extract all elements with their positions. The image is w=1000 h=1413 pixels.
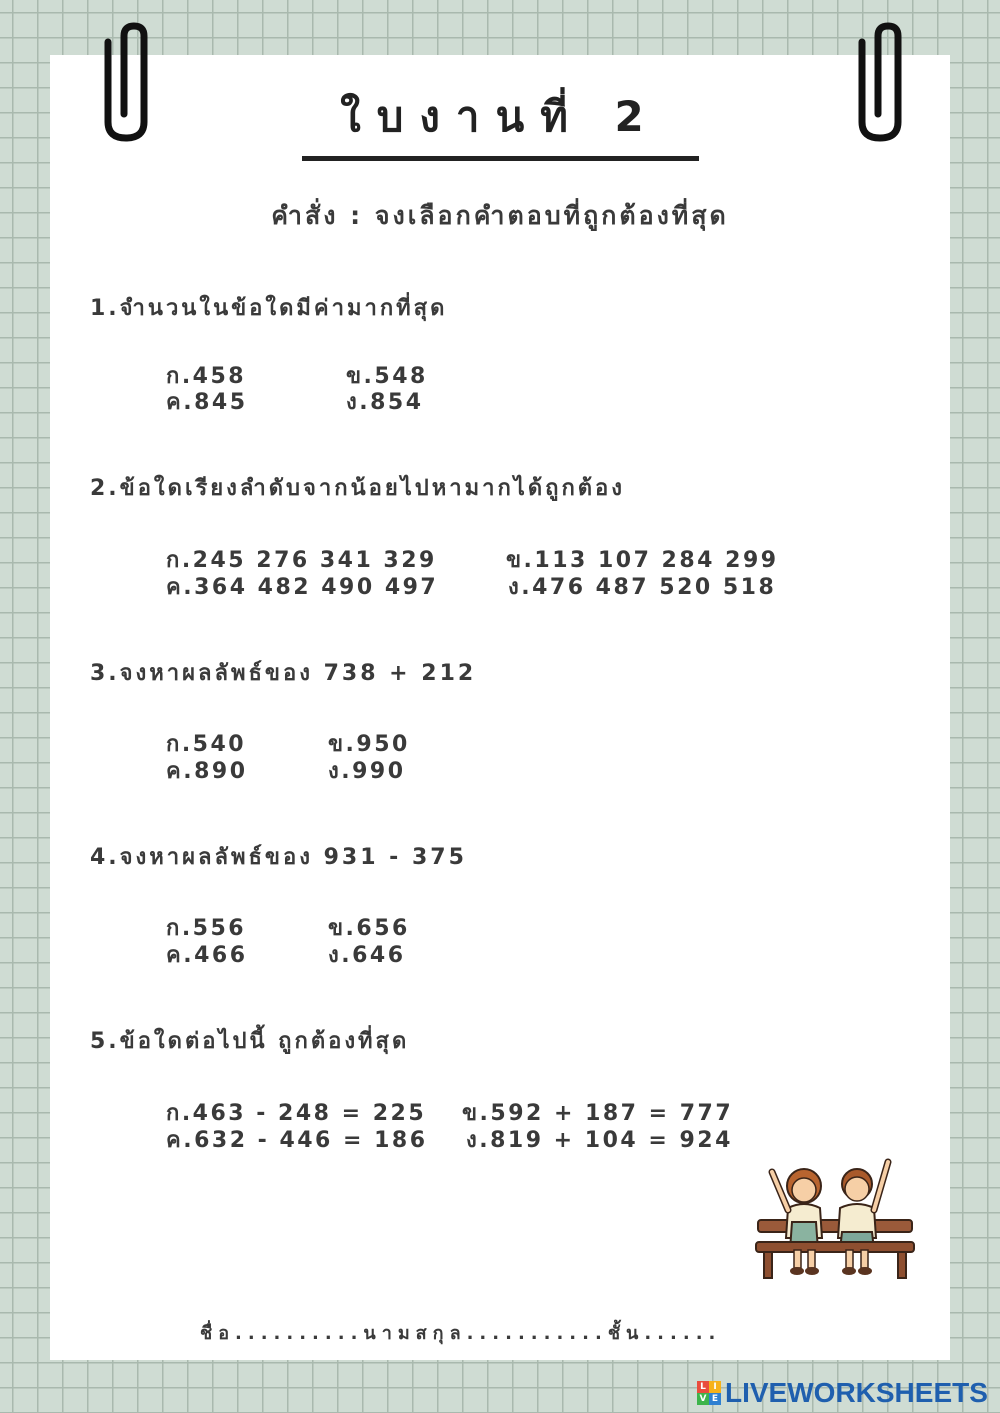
option-1c[interactable]: ค.845 [166, 390, 248, 415]
kids-on-bench-illustration [752, 1150, 917, 1280]
option-4a[interactable]: ก.556 [166, 916, 247, 941]
option-3c[interactable]: ค.890 [166, 759, 248, 784]
option-5b[interactable]: ข.592 + 187 = 777 [462, 1101, 734, 1126]
option-1b[interactable]: ข.548 [346, 364, 428, 389]
question-5: 5.ข้อใดต่อไปนี้ ถูกต้องที่สุด [90, 1029, 410, 1054]
liveworksheets-logo[interactable] [697, 1376, 988, 1410]
logo-text: LIVEWORKSHEETS [725, 1377, 988, 1408]
option-3a[interactable]: ก.540 [166, 732, 247, 757]
option-2c[interactable]: ค.364 482 490 497 [166, 575, 439, 600]
option-5a[interactable]: ก.463 - 248 = 225 [166, 1101, 427, 1126]
option-5d[interactable]: ง.819 + 104 = 924 [466, 1128, 733, 1153]
question-3: 3.จงหาผลลัพธ์ของ 738 + 212 [90, 661, 477, 686]
page-title: ใบงานที่ 2 [340, 92, 660, 141]
option-1d[interactable]: ง.854 [346, 390, 424, 415]
instruction-text: คำสั่ง : จงเลือกคำตอบที่ถูกต้องที่สุด [271, 201, 729, 230]
title-underline [302, 156, 699, 161]
logo-badge-letter: V [697, 1393, 709, 1405]
option-5c[interactable]: ค.632 - 446 = 186 [166, 1128, 428, 1153]
option-1a[interactable]: ก.458 [166, 364, 247, 389]
question-1: 1.จำนวนในข้อใดมีค่ามากที่สุด [90, 296, 448, 321]
option-3d[interactable]: ง.990 [328, 759, 406, 784]
option-2a[interactable]: ก.245 276 341 329 [166, 548, 437, 573]
name-line: ชื่อ..........นามสกุล...........ชั้น...... [200, 1323, 722, 1344]
option-4c[interactable]: ค.466 [166, 943, 248, 968]
option-2b[interactable]: ข.113 107 284 299 [506, 548, 779, 573]
option-4d[interactable]: ง.646 [328, 943, 406, 968]
option-4b[interactable]: ข.656 [328, 916, 410, 941]
option-3b[interactable]: ข.950 [328, 732, 410, 757]
logo-badge-letter: L [697, 1381, 709, 1393]
logo-badge-letter: I [709, 1381, 721, 1393]
logo-badge-letter: E [709, 1393, 721, 1405]
logo-badge-icon [697, 1381, 721, 1405]
question-2: 2.ข้อใดเรียงลำดับจากน้อยไปหามากได้ถูกต้อง [90, 476, 626, 501]
question-4: 4.จงหาผลลัพธ์ของ 931 - 375 [90, 845, 467, 870]
option-2d[interactable]: ง.476 487 520 518 [508, 575, 777, 600]
